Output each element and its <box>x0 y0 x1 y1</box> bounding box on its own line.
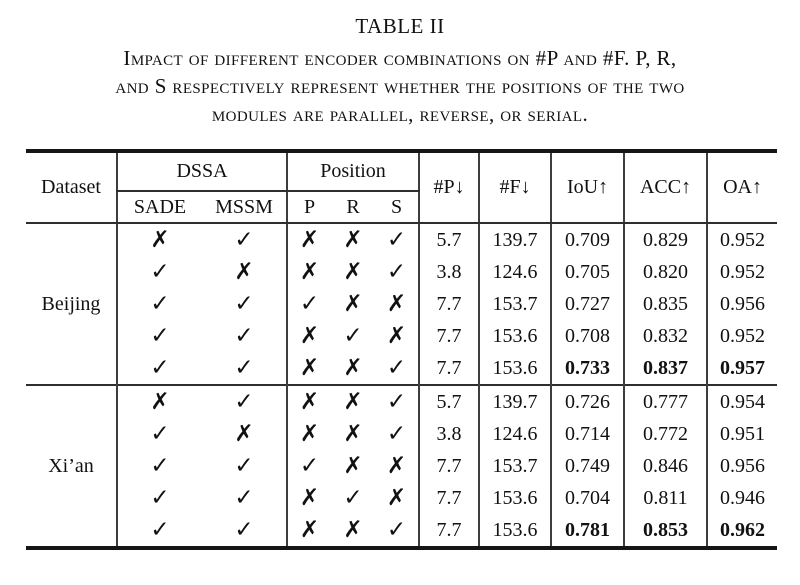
caption-line-3: modules are parallel, reverse, or serial. <box>211 102 589 126</box>
mssm-mark: ✓ <box>234 226 254 253</box>
acc-value: 0.777 <box>624 385 707 418</box>
r-mark: ✗ <box>331 385 375 418</box>
acc-value: 0.811 <box>624 482 707 514</box>
s-mark: ✗ <box>386 484 407 511</box>
params-value: 7.7 <box>419 450 479 482</box>
flops-value: 153.6 <box>479 514 551 548</box>
header-p: P <box>287 191 331 223</box>
mssm-mark: ✗ <box>234 420 254 447</box>
p-mark: ✗ <box>287 256 331 288</box>
s-mark: ✓ <box>386 516 407 543</box>
header-dssa-group: DSSA <box>117 151 287 191</box>
iou-value: 0.727 <box>551 288 624 320</box>
sade-mark: ✓ <box>117 450 202 482</box>
flops-value: 153.7 <box>479 450 551 482</box>
caption-line-1: Impact of different encoder combinations on #P and #F. P, R, <box>123 46 677 70</box>
flops-value: 153.6 <box>479 320 551 352</box>
p-mark: ✗ <box>287 352 331 385</box>
acc-value-best: 0.853 <box>624 514 707 548</box>
iou-value: 0.705 <box>551 256 624 288</box>
p-mark: ✓ <box>287 288 331 320</box>
table-row <box>26 320 777 352</box>
flops-value: 153.6 <box>479 482 551 514</box>
table-row <box>26 288 777 320</box>
params-value: 7.7 <box>419 482 479 514</box>
mssm-mark: ✓ <box>234 452 254 479</box>
header-iou: IoU↑ <box>551 151 624 223</box>
acc-value: 0.772 <box>624 418 707 450</box>
params-value: 7.7 <box>419 288 479 320</box>
oa-value-best: 0.957 <box>707 352 777 385</box>
params-value: 7.7 <box>419 320 479 352</box>
flops-value: 124.6 <box>479 256 551 288</box>
r-mark: ✗ <box>343 226 363 253</box>
flops-value: 153.6 <box>479 352 551 385</box>
header-position-group: Position <box>287 151 419 191</box>
header-flops: #F↓ <box>479 151 551 223</box>
table-caption <box>0 13 800 128</box>
sade-mark: ✓ <box>117 418 202 450</box>
flops-value: 124.6 <box>479 418 551 450</box>
mssm-mark: ✗ <box>234 258 254 285</box>
flops-value: 139.7 <box>479 385 551 418</box>
params-value: 7.7 <box>419 352 479 385</box>
acc-value-best: 0.837 <box>624 352 707 385</box>
mssm-mark: ✓ <box>202 385 287 418</box>
mssm-mark: ✓ <box>234 484 254 511</box>
iou-value-best: 0.733 <box>551 352 624 385</box>
oa-value: 0.956 <box>707 450 777 482</box>
r-mark: ✗ <box>343 516 363 543</box>
r-mark: ✓ <box>343 322 363 349</box>
table-row <box>26 256 777 288</box>
oa-value: 0.952 <box>707 256 777 288</box>
p-mark: ✗ <box>287 223 331 256</box>
params-value: 7.7 <box>419 514 479 548</box>
oa-value: 0.951 <box>707 418 777 450</box>
table-row <box>26 223 777 256</box>
flops-value: 153.7 <box>479 288 551 320</box>
oa-value: 0.952 <box>707 223 777 256</box>
r-mark: ✗ <box>343 258 363 285</box>
results-table <box>26 149 777 550</box>
p-mark: ✗ <box>287 418 331 450</box>
header-s: S <box>375 191 419 223</box>
s-mark: ✓ <box>386 226 407 253</box>
sade-mark: ✓ <box>117 352 202 385</box>
params-value: 3.8 <box>419 418 479 450</box>
params-value: 3.8 <box>419 256 479 288</box>
caption-line-2: and S respectively represent whether the positions of the two <box>115 74 685 98</box>
header-mssm: MSSM <box>202 191 287 223</box>
acc-value: 0.835 <box>624 288 707 320</box>
header-dataset: Dataset <box>26 151 117 223</box>
acc-value: 0.820 <box>624 256 707 288</box>
header-r: R <box>331 191 375 223</box>
sade-mark: ✗ <box>117 223 202 256</box>
dataset-label: Xi’an <box>26 385 117 548</box>
iou-value: 0.714 <box>551 418 624 450</box>
s-mark: ✓ <box>386 420 407 447</box>
sade-mark: ✓ <box>117 288 202 320</box>
acc-value: 0.846 <box>624 450 707 482</box>
s-mark: ✗ <box>386 290 407 317</box>
oa-value: 0.954 <box>707 385 777 418</box>
s-mark: ✗ <box>386 322 407 349</box>
sade-mark: ✓ <box>117 320 202 352</box>
r-mark: ✗ <box>343 452 363 479</box>
iou-value: 0.704 <box>551 482 624 514</box>
s-mark: ✓ <box>375 385 419 418</box>
caption-title: TABLE II <box>355 14 445 38</box>
sade-mark: ✓ <box>117 514 202 548</box>
p-mark: ✗ <box>287 320 331 352</box>
oa-value-best: 0.962 <box>707 514 777 548</box>
mssm-mark: ✓ <box>234 290 254 317</box>
p-mark: ✗ <box>287 482 331 514</box>
header-oa: OA↑ <box>707 151 777 223</box>
oa-value: 0.952 <box>707 320 777 352</box>
oa-value: 0.956 <box>707 288 777 320</box>
acc-value: 0.832 <box>624 320 707 352</box>
dataset-label: Beijing <box>41 292 101 315</box>
s-mark: ✓ <box>386 258 407 285</box>
mssm-mark: ✓ <box>234 322 254 349</box>
mssm-mark: ✓ <box>234 354 254 381</box>
sade-mark: ✗ <box>117 385 202 418</box>
header-params: #P↓ <box>419 151 479 223</box>
s-mark: ✓ <box>386 354 407 381</box>
sade-mark: ✓ <box>117 482 202 514</box>
r-mark: ✗ <box>343 290 363 317</box>
p-mark: ✓ <box>287 450 331 482</box>
iou-value: 0.708 <box>551 320 624 352</box>
iou-value: 0.709 <box>551 223 624 256</box>
header-acc: ACC↑ <box>624 151 707 223</box>
table-row <box>26 482 777 514</box>
r-mark: ✗ <box>343 420 363 447</box>
table-row <box>26 352 777 385</box>
iou-value-best: 0.781 <box>551 514 624 548</box>
iou-value: 0.726 <box>551 385 624 418</box>
params-value: 5.7 <box>419 385 479 418</box>
table-row <box>26 514 777 548</box>
s-mark: ✗ <box>386 452 407 479</box>
table-row <box>26 385 777 418</box>
table-row <box>26 418 777 450</box>
r-mark: ✓ <box>343 484 363 511</box>
oa-value: 0.946 <box>707 482 777 514</box>
mssm-mark: ✓ <box>234 516 254 543</box>
iou-value: 0.749 <box>551 450 624 482</box>
r-mark: ✗ <box>343 354 363 381</box>
acc-value: 0.829 <box>624 223 707 256</box>
sade-mark: ✓ <box>117 256 202 288</box>
p-mark: ✗ <box>287 514 331 548</box>
flops-value: 139.7 <box>479 223 551 256</box>
p-mark: ✗ <box>287 385 331 418</box>
header-row-groups <box>26 151 777 191</box>
table-row <box>26 450 777 482</box>
header-sade: SADE <box>117 191 202 223</box>
params-value: 5.7 <box>419 223 479 256</box>
